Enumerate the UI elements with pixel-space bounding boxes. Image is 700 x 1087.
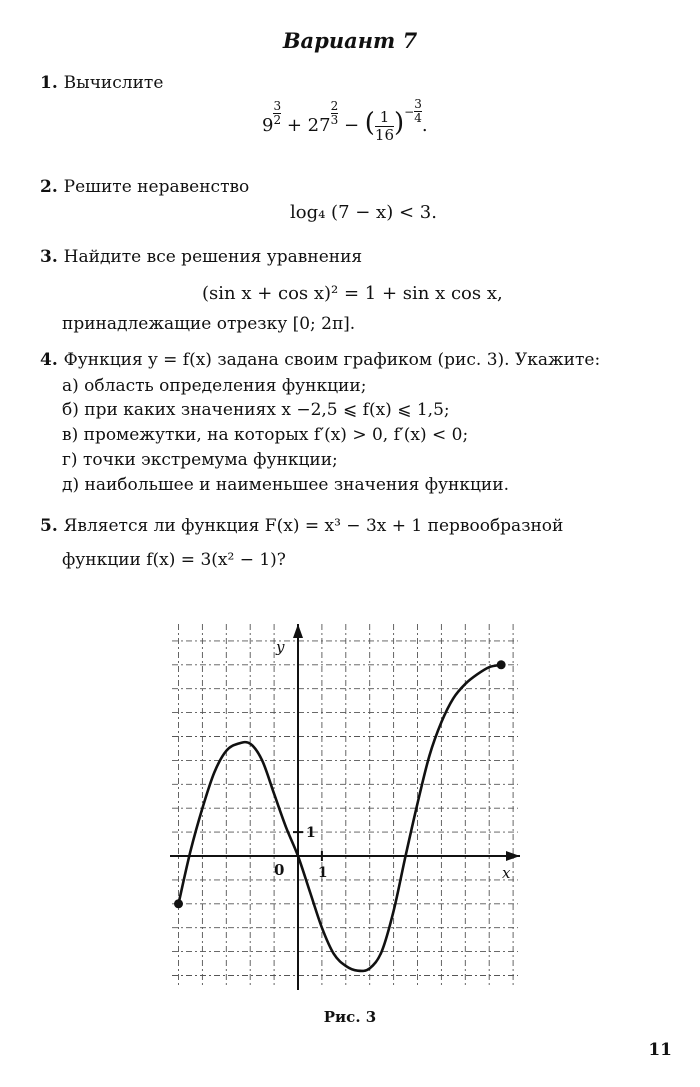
task-1-text: Вычислите bbox=[63, 73, 164, 93]
function-curve bbox=[179, 665, 502, 971]
f1-fraction bbox=[375, 109, 394, 144]
f1-lparen: ( bbox=[364, 108, 375, 138]
task-2-text: Решите неравенство bbox=[63, 177, 250, 197]
task-2-number: 2. bbox=[40, 177, 58, 197]
page-number: 11 bbox=[648, 1040, 672, 1060]
task-5-line1: Является ли функция F(x) = x³ − 3x + 1 первообразной bbox=[63, 516, 564, 536]
origin-label: 0 bbox=[274, 861, 285, 879]
x-axis-label: x bbox=[502, 864, 511, 882]
task-4-text: Функция y = f(x) задана своим графиком (рис. 3). Укажите: bbox=[63, 350, 601, 370]
f1-base1: 9 bbox=[262, 115, 274, 136]
y-axis-arrow bbox=[293, 624, 303, 638]
f1-plus: + bbox=[286, 115, 302, 136]
task-3-number: 3. bbox=[40, 247, 58, 267]
f1-exp1-den: 2 bbox=[273, 113, 282, 127]
f1-exp2-num: 2 bbox=[330, 99, 339, 113]
f1-exp3-num: 3 bbox=[414, 97, 422, 111]
f1-frac-den: 16 bbox=[374, 125, 395, 144]
f1-frac-num: 1 bbox=[379, 107, 390, 126]
task-3-text: Найдите все решения уравнения bbox=[63, 247, 363, 267]
f1-exp2 bbox=[331, 100, 339, 127]
f1-base2: 27 bbox=[307, 115, 331, 136]
f1-minus: − bbox=[343, 115, 360, 136]
function-graph bbox=[140, 610, 560, 1000]
f1-exp1-num: 3 bbox=[273, 99, 282, 113]
task-5 bbox=[40, 516, 563, 536]
formula-1 bbox=[262, 97, 428, 144]
task-5-number: 5. bbox=[40, 516, 58, 536]
curve-start-point bbox=[174, 899, 183, 908]
task-4-item-d: г) точки экстремума функции; bbox=[62, 450, 338, 470]
f1-end: . bbox=[421, 115, 428, 136]
f1-exp3 bbox=[404, 98, 422, 125]
task-4-item-a: а) область определения функции; bbox=[62, 376, 367, 396]
curve-end-point bbox=[497, 660, 506, 669]
y-axis-label: y bbox=[276, 638, 285, 656]
f1-rparen: ) bbox=[394, 108, 405, 138]
task-4-item-c: в) промежутки, на которых f′(x) > 0, f′(x) < 0; bbox=[62, 425, 469, 445]
task-1 bbox=[40, 73, 163, 93]
task-4-item-b: б) при каких значениях x −2,5 ⩽ f(x) ⩽ 1,5; bbox=[62, 400, 450, 420]
f1-exp2-den: 3 bbox=[330, 113, 339, 127]
task-2 bbox=[40, 177, 249, 197]
task-3-tail: принадлежащие отрезку [0; 2π]. bbox=[62, 314, 356, 334]
task-4 bbox=[40, 350, 600, 370]
x-tick-label: 1 bbox=[317, 865, 328, 881]
task-4-number: 4. bbox=[40, 350, 58, 370]
f1-exp1 bbox=[273, 100, 281, 127]
formula-3: (sin x + cos x)² = 1 + sin x cos x, bbox=[202, 283, 503, 304]
f1-exp3-den: 4 bbox=[414, 111, 422, 125]
variant-title: Вариант 7 bbox=[282, 28, 418, 53]
y-tick-label: 1 bbox=[306, 825, 316, 842]
task-1-number: 1. bbox=[40, 73, 58, 93]
task-5-line2: функции f(x) = 3(x² − 1)? bbox=[62, 550, 286, 570]
task-4-item-e: д) наибольшее и наименьшее значения функции. bbox=[62, 475, 509, 495]
f1-exp3-frac bbox=[414, 98, 422, 125]
task-3 bbox=[40, 247, 362, 267]
formula-2: log₄ (7 − x) < 3. bbox=[290, 202, 437, 223]
figure-caption: Рис. 3 bbox=[323, 1008, 377, 1026]
f1-exp3-sign: − bbox=[404, 104, 415, 119]
